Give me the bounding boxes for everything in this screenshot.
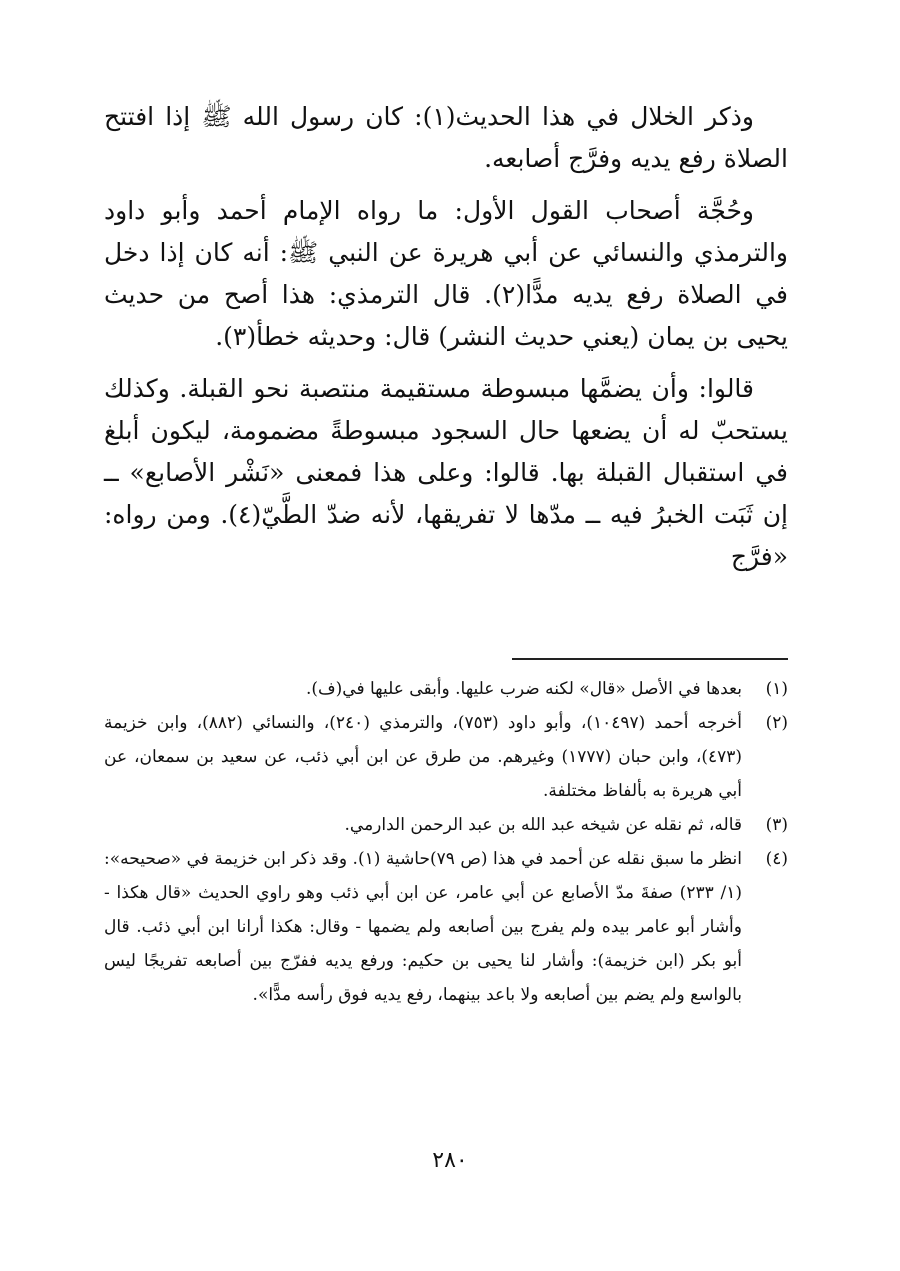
paragraph: وحُجَّة أصحاب القول الأول: ما رواه الإمام أحمد وأبو داود والترمذي والنسائي عن أبي هريرة عن النبي ﷺ: أنه كان إذا دخل في الصلاة رفع يديه مدًّا(٢). قال الترمذي: هذا أصح من حديث يحيى بن يمان (يعني حديث النشر) قال: وحديثه خطأ(٣). [104, 196, 788, 351]
footnote [104, 842, 788, 1012]
footnote-separator [512, 658, 788, 660]
footnote-number: (٣) [765, 815, 788, 835]
footnote [104, 706, 788, 808]
footnote [104, 672, 788, 706]
footnote-number: (٤) [765, 849, 788, 869]
footnote-text: أخرجه أحمد (١٠٤٩٧)، وأبو داود (٧٥٣)، والترمذي (٢٤٠)، والنسائي (٨٨٢)، وابن خزيمة (٤٧٣)، وابن حبان (١٧٧٧) وغيرهم. من طرق عن ابن أبي ذئب، عن سعيد بن سمعان، عن أبي هريرة به بألفاظ مختلفة. [104, 713, 742, 801]
page-number: ٢٨٠ [432, 1148, 468, 1173]
footnote [104, 808, 788, 842]
main-text [104, 96, 788, 588]
footnote-number: (٢) [765, 713, 788, 733]
footnote-number: (١) [765, 679, 788, 699]
paragraph: وذكر الخلال في هذا الحديث(١): كان رسول الله ﷺ إذا افتتح الصلاة رفع يديه وفرَّج أصابعه. [104, 102, 788, 173]
footnote-text: بعدها في الأصل «قال» لكنه ضرب عليها. وأبقى عليها في(ف). [305, 679, 742, 699]
footnote-text: انظر ما سبق نقله عن أحمد في هذا (ص ٧٩)حاشية (١). وقد ذكر ابن خزيمة في «صحيحه»: (١/ ٢٣٣) صفةَ مدّ الأصابع عن أبي عامر، عن ابن أبي ذئب وهو راوي الحديث «قال هكذا - وأشار أبو عامر بيده ولم يفرج بين أصابعه ولم يضمها - وقال: هكذا أرانا ابن أبي ذئب. قال أبو بكر (ابن خزيمة): وأشار لنا يحيى بن حكيم: ورفع يديه ففرّج بين أصابعه تفريجًا ليس بالواسع ولم يضم بين أصابعه ولا باعد بينهما، رفع يديه فوق رأسه مدًّا». [104, 849, 742, 1005]
footnotes [104, 672, 788, 1012]
footnote-text: قاله، ثم نقله عن شيخه عبد الله بن عبد الرحمن الدارمي. [344, 815, 742, 835]
paragraph: قالوا: وأن يضمَّها مبسوطة مستقيمة منتصبة نحو القبلة. وكذلك يستحبّ له أن يضعها حال السجود مبسوطةً مضمومة، ليكون أبلغ في استقبال القبلة بها. قالوا: وعلى هذا فمعنى «نَشْر الأصابع» ــ إن ثَبَت الخبرُ فيه ــ مدّها لا تفريقها، لأنه ضدّ الطَّيّ(٤). ومن رواه: «فرَّج [104, 374, 789, 571]
